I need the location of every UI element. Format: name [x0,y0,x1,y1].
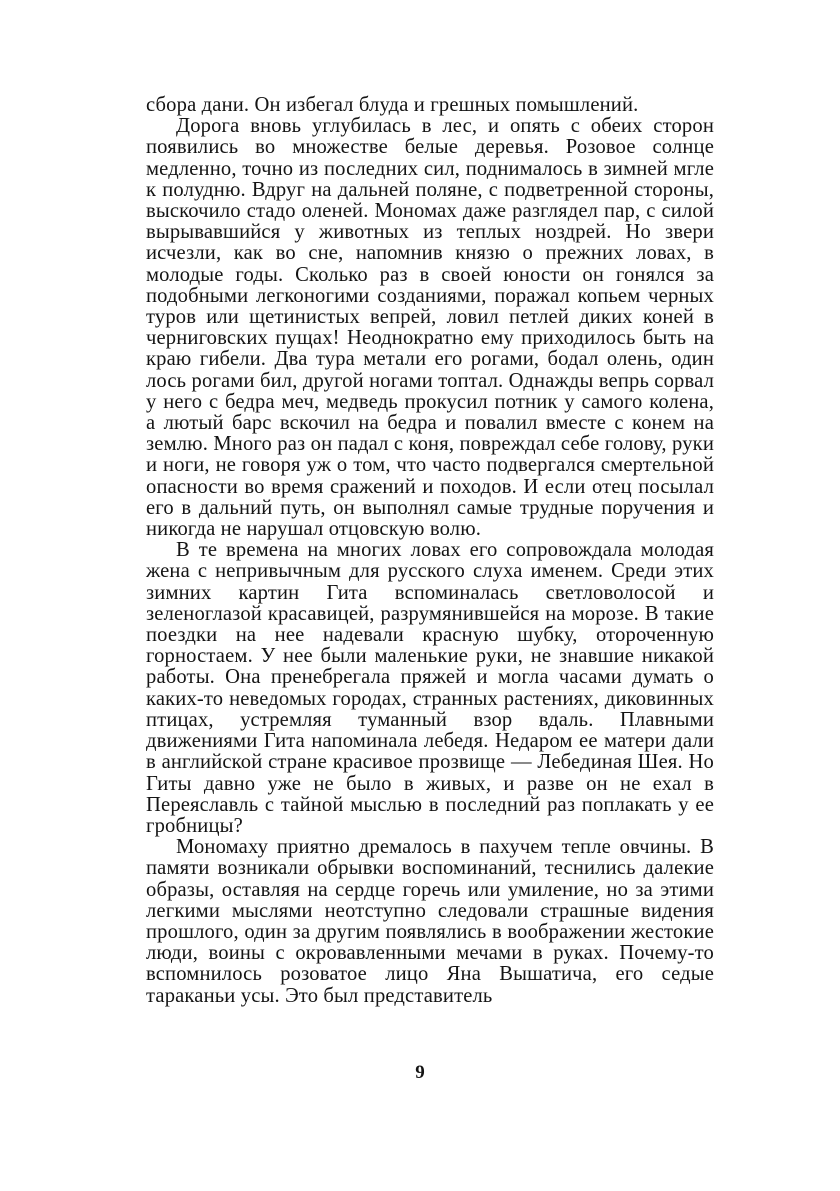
page-number: 9 [415,1062,425,1083]
body-text [146,95,714,1007]
paragraph-gita: В те времена на многих ловах его сопровождала молодая жена с непривычным для русского слуха именем. Среди этих зимних картин Гита вспоминалась светловолосой и зеленоглазой красавицей, разрумянившейся на морозе. В такие поездки на нее надевали красную шубку, отороченную горностаем. У нее были маленькие руки, не знавшие никакой работы. Она пренебрегала пряжей и могла часами думать о каких-то неведомых городах, странных растениях, диковинных птицах, устремляя туманный взор вдаль. Плавными движениями Гита напоминала лебедя. Недаром ее матери дали в английской стране красивое прозвище — Лебединая Шея. Но Гиты давно уже не было в живых, и разве он не ехал в Переяславль с тайной мыслью в последний раз поплакать у ее гробницы? [146,539,714,837]
paragraph-forest-hunt: Дорога вновь углубилась в лес, и опять с обеих сторон появились во множестве белые деревья. Розовое солнце медленно, точно из последних сил, поднималось в зимней мгле к полудню. Вдруг на дальней поляне, с подветренной стороны, выскочило стадо оленей. Мономах даже разглядел пар, с силой вырывавшийся у животных из теплых ноздрей. Но звери исчезли, как во сне, напомнив князю о прежних ловах, в молодые годы. Сколько раз в своей юности он гонялся за подобными легконогими созданиями, поражал копьем черных туров или щетинистых вепрей, ловил петлей диких коней в черниговских пущах! Неоднократно ему приходилось быть на краю гибели. Два тура метали его рогами, бодал олень, один лось рогами бил, другой ногами топтал. Однажды вепрь сорвал у него с бедра меч, медведь прокусил потник у самого колена, а лютый барс вскочил на бедра и повалил вместе с конем на землю. Много раз он падал с коня, повреждал себе голову, руки и ноги, не говоря уж о том, что часто подвергался смертельной опасности во время сражений и походов. И если отец посылал его в дальний путь, он выполнял самые трудные поручения и никогда не нарушал отцовскую волю. [146,115,714,541]
paragraph-memories: Мономаху приятно дремалось в пахучем тепле овчины. В памяти возникали обрывки воспоминаний, теснились далекие образы, оставляя на сердце горечь или умиление, но за этими легкими мыслями неотступно следовали страшные видения прошлого, один за другим появлялись в воображении жестокие люди, воины с окровавленными мечами в руках. Почему-то вспомнилось розоватое лицо Яна Вышатича, его седые тараканьи усы. Это был представитель [146,836,714,1007]
paragraph-continuation: сбора дани. Он избегал блуда и грешных помышлений. [146,94,639,116]
